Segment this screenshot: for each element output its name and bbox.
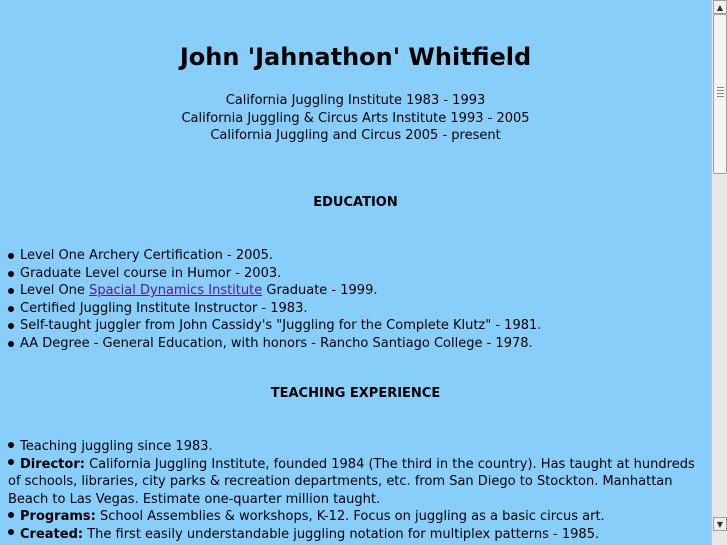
chevron-down-icon: ▼ — [716, 519, 724, 529]
list-item — [8, 317, 688, 335]
teaching-list — [8, 438, 698, 543]
vertical-scrollbar[interactable] — [711, 0, 727, 545]
list-item — [8, 438, 698, 456]
scrollbar-thumb[interactable] — [713, 14, 727, 174]
list-item — [8, 526, 698, 544]
list-item-label: Created: — [20, 526, 84, 542]
chevron-up-icon: ▲ — [716, 2, 724, 12]
list-item-text: Graduate - 1999. — [262, 283, 378, 298]
list-item — [8, 265, 688, 283]
bullet-icon — [8, 529, 14, 535]
institute-line: California Juggling & Circus Arts Institute 1993 - 2005 — [181, 110, 530, 126]
bullet-icon — [8, 459, 14, 465]
teaching-heading: TEACHING EXPERIENCE — [270, 386, 441, 401]
bullet-icon — [8, 288, 14, 294]
scroll-up-button[interactable] — [713, 0, 727, 14]
list-item-text: Self-taught juggler from John Cassidy's "Juggling for the Complete Klutz" - 1981. — [20, 318, 542, 333]
list-item-text: Graduate Level course in Humor - 2003. — [20, 265, 282, 281]
list-item-text: The first easily understandable juggling notation for multiplex patterns - 1985. — [83, 526, 600, 542]
bullet-icon — [8, 341, 14, 347]
institute-line: California Juggling Institute 1983 - 1993 — [225, 93, 486, 108]
grip-icon — [717, 87, 724, 97]
bullet-icon — [8, 323, 14, 329]
list-item — [8, 282, 688, 300]
bullet-icon — [8, 442, 14, 448]
list-item-text: Teaching juggling since 1983. — [20, 439, 213, 454]
list-item-text: AA Degree - General Education, with honors - Rancho Santiago College - 1978. — [20, 335, 533, 351]
list-item — [8, 508, 698, 526]
list-item-label: Programs: — [20, 509, 96, 524]
spacial-dynamics-link[interactable]: Spacial Dynamics Institute — [89, 283, 263, 298]
bullet-icon — [8, 271, 14, 277]
list-item-text: Certified Juggling Institute Instructor - 1983. — [20, 300, 308, 316]
list-item-text: Level One — [20, 283, 90, 298]
institute-history — [0, 92, 711, 145]
education-list — [8, 247, 688, 352]
list-item-text: School Assemblies & workshops, K-12. Focus on juggling as a basic circus art. — [95, 509, 605, 524]
bullet-icon — [8, 306, 14, 312]
list-item — [8, 300, 688, 318]
bullet-icon — [8, 253, 14, 259]
institute-line: California Juggling and Circus 2005 - present — [210, 128, 501, 143]
list-item-text: Level One Archery Certification - 2005. — [20, 248, 274, 263]
bullet-icon — [8, 512, 14, 518]
scroll-down-button[interactable] — [713, 517, 727, 531]
education-heading: EDUCATION — [313, 195, 398, 210]
list-item — [8, 335, 688, 353]
list-item — [8, 456, 698, 509]
list-item — [8, 247, 688, 265]
page-title: John 'Jahnathon' Whitfield — [179, 43, 532, 71]
list-item-label: Director: — [20, 456, 85, 472]
list-item-text: California Juggling Institute, founded 1984 (The third in the country). Has taught at hundreds of schools, libraries, city parks & recreation departments, etc. from San Diego to Stockton. Manhattan Beach to Las Vegas. Estimate one-quarter million taught. — [8, 456, 695, 507]
